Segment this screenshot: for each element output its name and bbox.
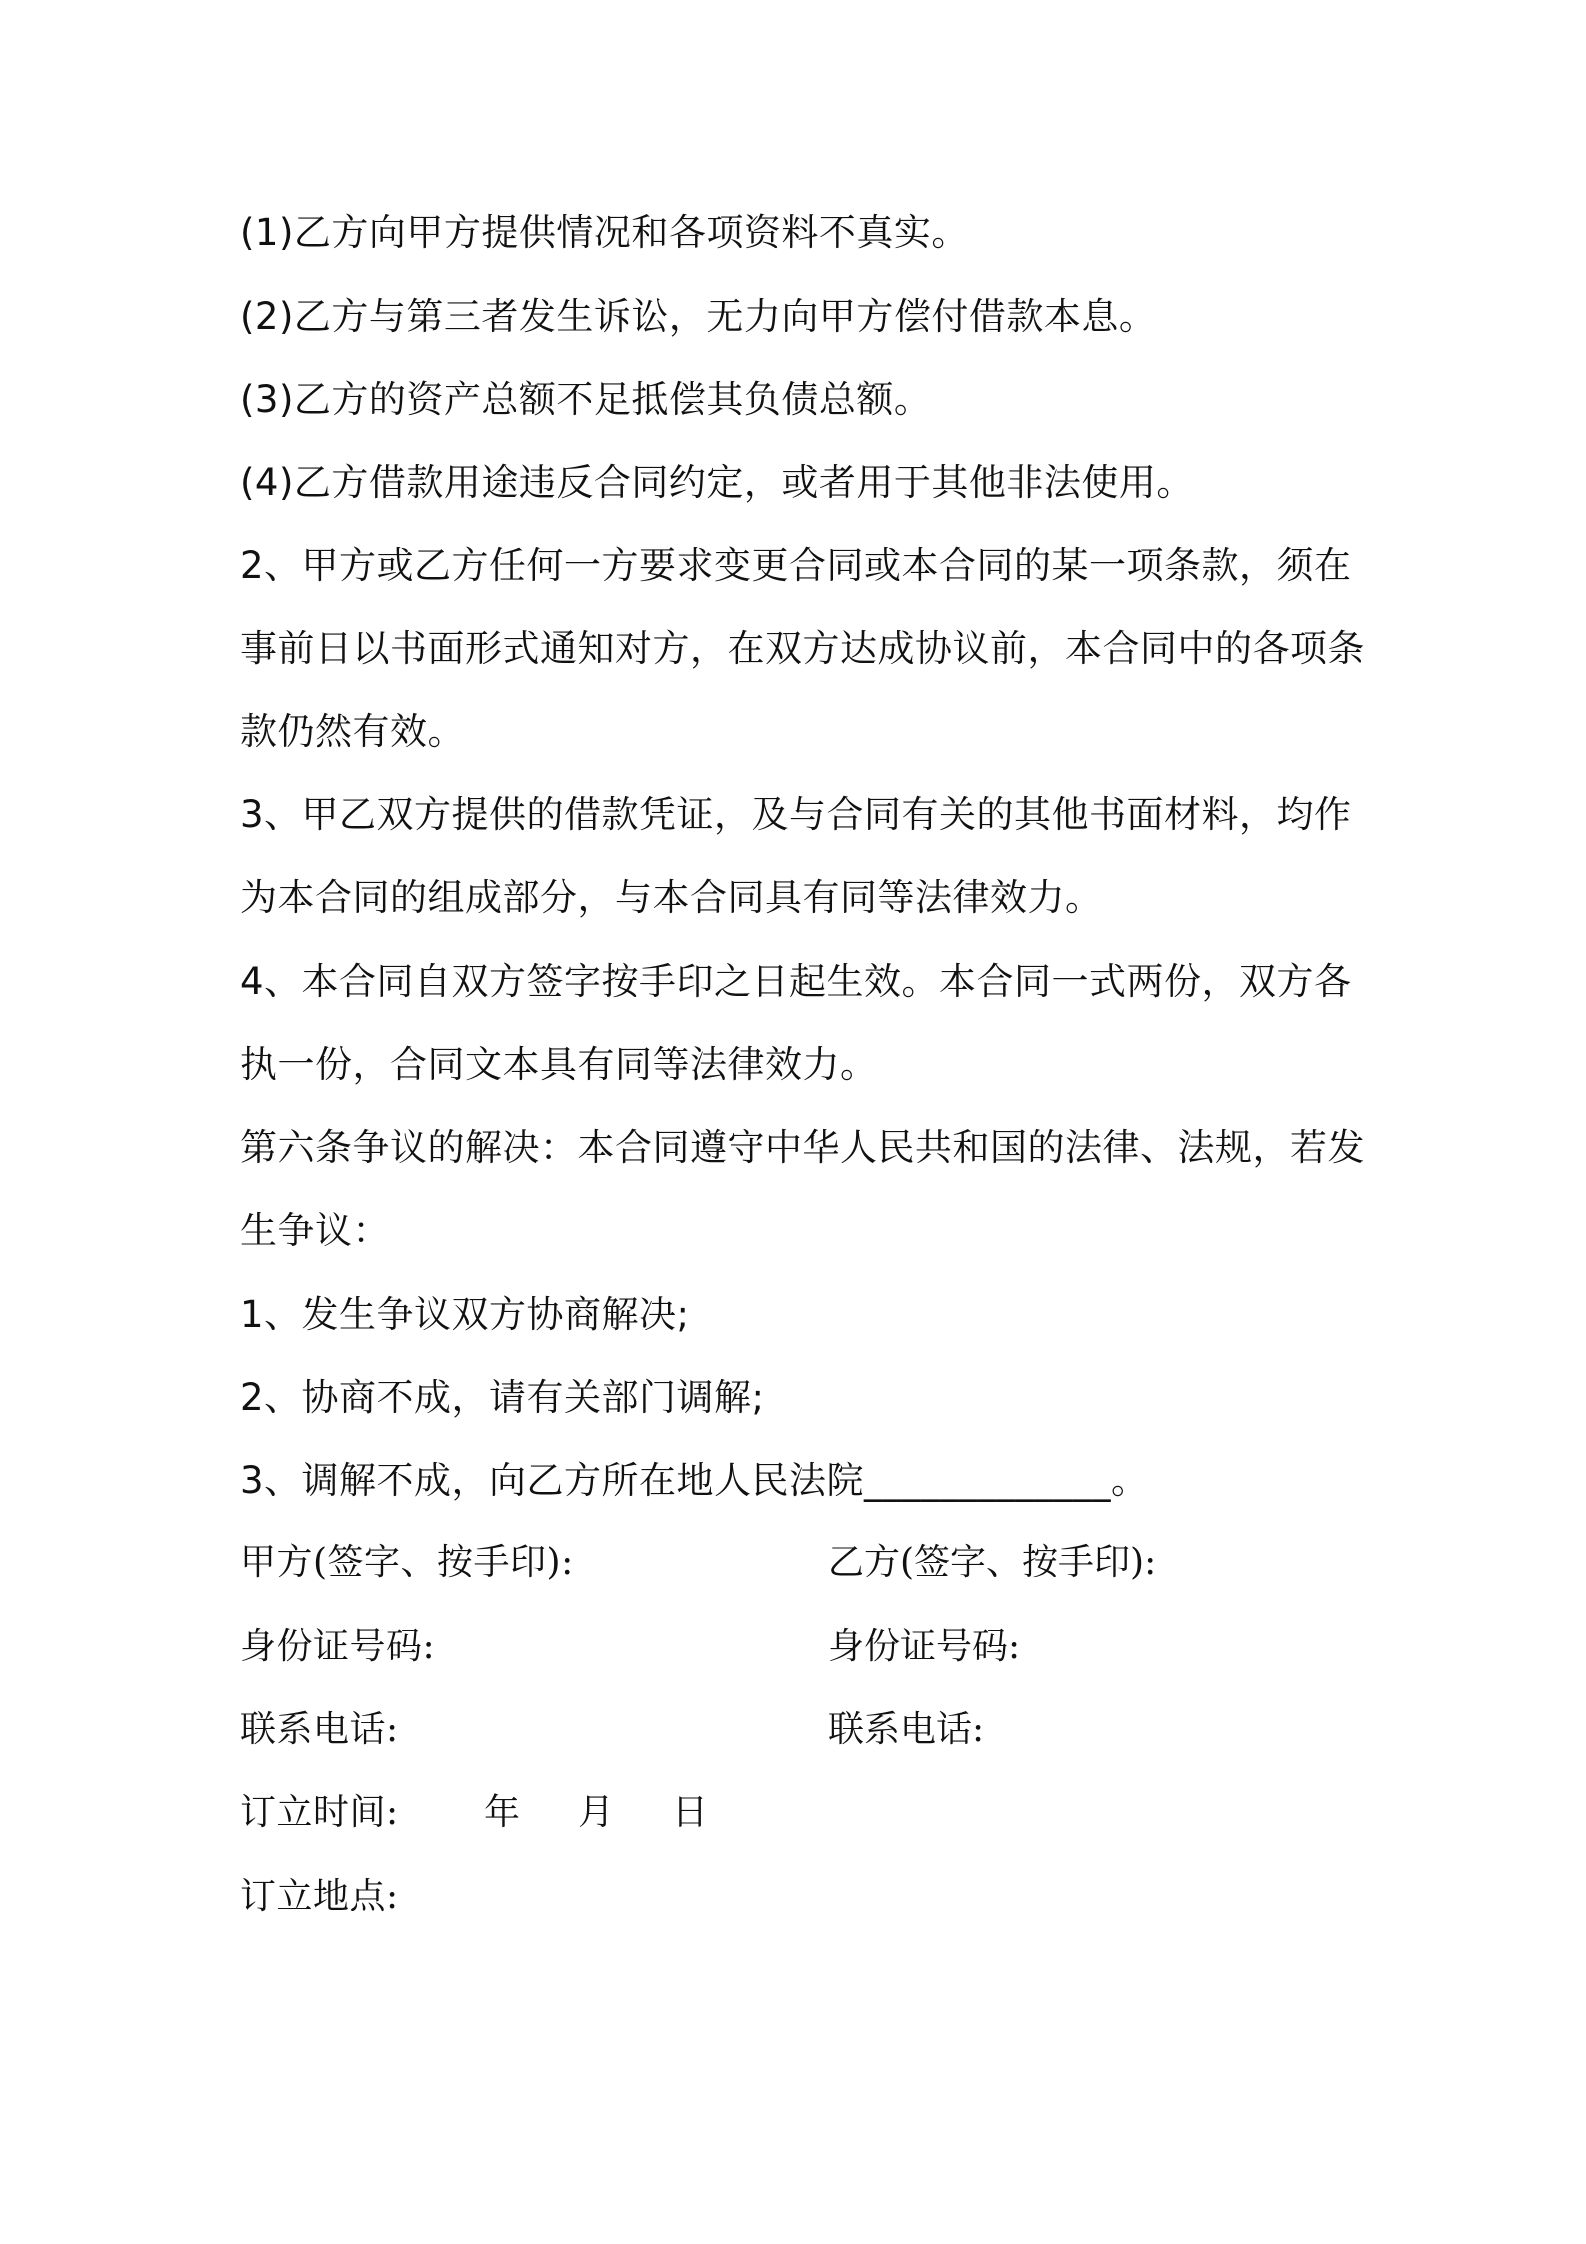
signing-date-year: 年 (484, 1792, 521, 1833)
clause-3-line-2: 为本合同的组成部分，与本合同具有同等法律效力。 (240, 876, 1103, 919)
clause-1-2: (2)乙方与第三者发生诉讼，无力向甲方偿付借款本息。 (240, 295, 1157, 338)
signing-date-month: 月 (578, 1792, 615, 1833)
party-b-signature-label: 乙方(签字、按手印): (828, 1542, 1157, 1583)
party-a-signature-label: 甲方(签字、按手印): (240, 1542, 574, 1583)
signing-place-label: 订立地点: (240, 1876, 399, 1917)
dispute-item-3: 3、调解不成，向乙方所在地人民法院_____________。 (240, 1459, 1149, 1502)
dispute-item-1: 1、发生争议双方协商解决; (240, 1293, 690, 1336)
clause-4-line-1: 4、本合同自双方签字按手印之日起生效。本合同一式两份，双方各 (240, 960, 1352, 1003)
clause-1-1: (1)乙方向甲方提供情况和各项资料不真实。 (240, 211, 969, 254)
party-b-id-label: 身份证号码: (828, 1626, 1021, 1667)
dispute-item-2: 2、协商不成，请有关部门调解; (240, 1376, 765, 1419)
signing-date-day: 日 (672, 1792, 709, 1833)
clause-3-line-1: 3、甲乙双方提供的借款凭证，及与合同有关的其他书面材料，均作 (240, 793, 1352, 836)
signing-date-label: 订立时间: (240, 1792, 399, 1833)
party-b-phone-label: 联系电话: (828, 1709, 985, 1750)
clause-1-4: (4)乙方借款用途违反合同约定，或者用于其他非法使用。 (240, 461, 1194, 504)
clause-2-line-2: 事前日以书面形式通知对方，在双方达成协议前，本合同中的各项条 (240, 627, 1365, 670)
article-6-line-1: 第六条争议的解决：本合同遵守中华人民共和国的法律、法规，若发 (240, 1126, 1365, 1169)
clause-2-line-3: 款仍然有效。 (240, 710, 465, 753)
clause-2-line-1: 2、甲方或乙方任何一方要求变更合同或本合同的某一项条款，须在 (240, 544, 1352, 587)
clause-4-line-2: 执一份，合同文本具有同等法律效力。 (240, 1043, 878, 1086)
clause-1-3: (3)乙方的资产总额不足抵偿其负债总额。 (240, 378, 932, 421)
article-6-line-2: 生争议： (240, 1209, 390, 1252)
party-a-id-label: 身份证号码: (240, 1626, 436, 1667)
party-a-phone-label: 联系电话: (240, 1709, 399, 1750)
